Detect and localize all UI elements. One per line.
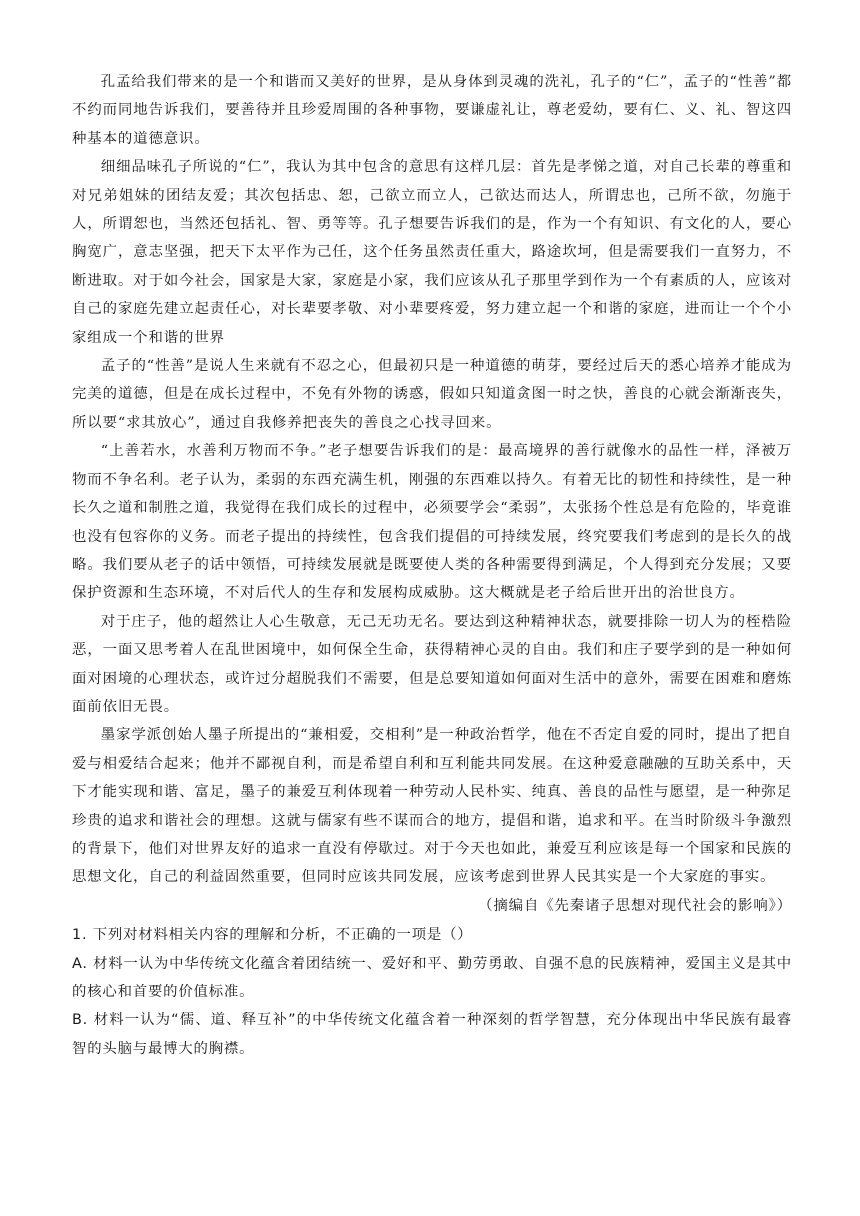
paragraph-laozi: “上善若水，水善利万物而不争。”老子想要告诉我们的是：最高境界的善行就像水的品性一样，泽被万物而不争名利。老子认为，柔弱的东西充满生机，刚强的东西难以持久。有着无比的韧性和持续性，是一种长久之道和制胜之道，我觉得在我们成长的过程中，必须要学会“柔弱”，太张扬个性总是有危险的，毕竟谁也没有包容你的义务。而老子提出的持续性，包含我们提倡的可持续发展，终究要我们考虑到的是长久的战略。我们要从老子的话中领悟，可持续发展就是既要使人类的各种需要得到满足，个人得到充分发展；又要保护资源和生态环境，不对后代人的生存和发展构成威胁。这大概就是老子给后世开出的治世良方。	[72, 443, 792, 602]
paragraph-mozi: 墨家学派创始人墨子所提出的“兼相爱，交相利”是一种政治哲学，他在不否定自爱的同时，提出了把自爱与相爱结合起来；他并不鄙视自利，而是希望自利和互利能共同发展。在这种爱意融融的互助关系中，天下才能实现和谐、富足，墨子的兼爱互利体现着一种劳动人民朴实、纯真、善良的品性与愿望，是一种弥足珍贵的追求和谐社会的理想。这就与儒家有些不谋而合的地方，提倡和谐，追求和平。在当时阶级斗争激烈的背景下，他们对世界友好的追求一直没有停歇过。对于今天也如此，兼爱互利应该是每一个国家和民族的思想文化，自己的利益固然重要，但同时应该共同发展，应该考虑到世界人民其实是一个大家庭的事实。	[72, 727, 792, 886]
document-page	[72, 68, 792, 1063]
option-a: A. 材料一认为中华传统文化蕴含着团结统一、爱好和平、勤劳勇敢、自强不息的民族精神，爱国主义是其中的核心和首要的价值标准。	[72, 955, 792, 1000]
paragraph-mencius-xingshan: 孟子的“性善”是说人生来就有不忍之心，但最初只是一种道德的萌芽，要经过后天的悉心培养才能成为完美的道德，但是在成长过程中，不免有外物的诱惑，假如只知道贪图一时之快，善良的心就会渐渐丧失，所以要“求其放心”，通过自我修养把丧失的善良之心找寻回来。	[72, 358, 792, 431]
question-stem: 1. 下列对材料相关内容的理解和分析，不正确的一项是（）	[72, 927, 473, 944]
question-block	[72, 921, 792, 1063]
source-citation: （摘编自《先秦诸子思想对现代社会的影响》）	[478, 897, 792, 914]
paragraph-confucius-ren: 细细品味孔子所说的“仁”，我认为其中包含的意思有这样几层：首先是孝悌之道，对自己长辈的尊重和对兄弟姐妹的团结友爱；其次包括忠、恕，己欲立而立人，己欲达而达人，所谓忠也，己所不欲，勿施于人，所谓恕也，当然还包括礼、智、勇等等。孔子想要告诉我们的是，作为一个有知识、有文化的人，要心胸宽广，意志坚强，把天下太平作为己任，这个任务虽然责任重大，路途坎坷，但是需要我们一直努力，不断进取。对于如今社会，国家是大家，家庭是小家，我们应该从孔子那里学到作为一个有素质的人，应该对自己的家庭先建立起责任心，对长辈要孝敬、对小辈要疼爱，努力建立起一个和谐的家庭，进而让一个个小家组成一个和谐的世界	[72, 159, 792, 346]
paragraph-confucius-mencius: 孔孟给我们带来的是一个和谐而又美好的世界，是从身体到灵魂的洗礼，孔子的“仁”，孟子的“性善”都不约而同地告诉我们，要善待并且珍爱周围的各种事物，要谦虚礼让，尊老爱幼，要有仁、义、礼、智这四种基本的道德意识。	[72, 74, 792, 147]
option-b: B. 材料一认为“儒、道、释互补”的中华传统文化蕴含着一种深刻的哲学智慧，充分体现出中华民族有最睿智的头脑与最博大的胸襟。	[72, 1012, 792, 1057]
paragraph-zhuangzi: 对于庄子，他的超然让人心生敬意，无己无功无名。要达到这种精神状态，就要排除一切人为的桎梏险恶，一面又思考着人在乱世困境中，如何保全生命，获得精神心灵的自由。我们和庄子要学到的是一种如何面对困境的心理状态，或许过分超脱我们不需要，但是总要知道如何面对生活中的意外，需要在困难和磨炼面前依旧无畏。	[72, 613, 792, 715]
